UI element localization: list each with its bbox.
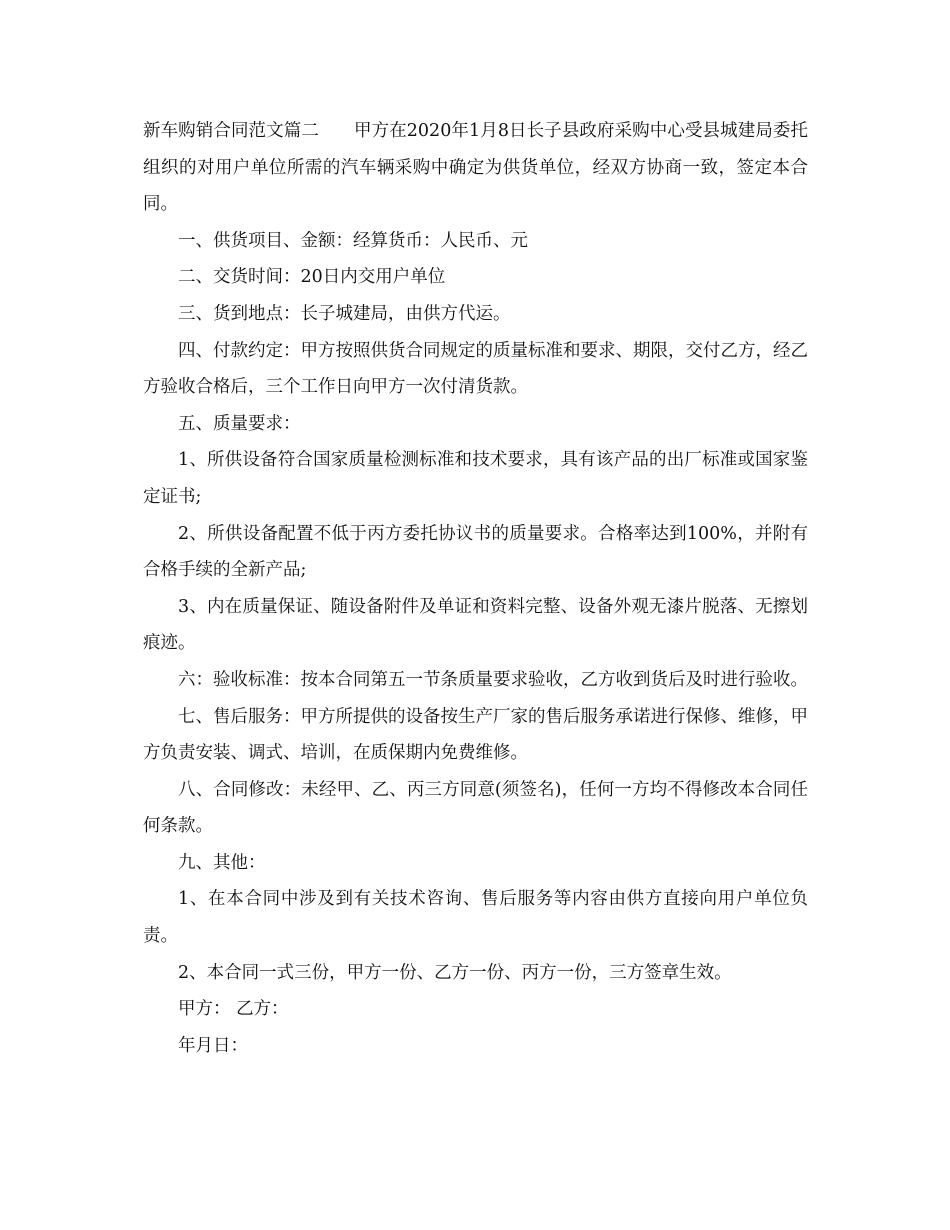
clause-modification: 八、合同修改：未经甲、乙、丙三方同意(须签名)，任何一方均不得修改本合同任何条款。 [143, 779, 808, 837]
quality-item-2: 2、所供设备配置不低于丙方委托协议书的质量要求。合格率达到100%，并附有合格手续的全新产品; [143, 523, 808, 581]
clause-other-heading: 九、其他： [178, 852, 266, 873]
other-item-2: 2、本合同一式三份，甲方一份、乙方一份、丙方一份，三方签章生效。 [178, 962, 732, 983]
quality-item-3: 3、内在质量保证、随设备附件及单证和资料完整、设备外观无漆片脱落、无擦划痕迹。 [143, 596, 808, 654]
clause-payment: 四、付款约定：甲方按照供货合同规定的质量标准和要求、期限，交付乙方，经乙方验收合格后，三个工作日向甲方一次付清货款。 [143, 340, 808, 398]
document-title: 新车购销合同范文篇二 [143, 121, 319, 141]
clause-quality-heading: 五、质量要求： [178, 413, 301, 434]
intro-paragraph [143, 113, 808, 223]
clause-delivery-time: 二、交货时间：20日内交用户单位 [178, 267, 446, 288]
document-body [143, 113, 808, 1064]
clause-supply-item: 一、供货项目、金额：经算货币：人民币、元 [178, 230, 528, 251]
clause-delivery-place: 三、货到地点：长子城建局，由供方代运。 [178, 303, 511, 324]
clause-acceptance: 六：验收标准：按本合同第五一节条质量要求验收，乙方收到货后及时进行验收。 [178, 669, 808, 690]
quality-item-1: 1、所供设备符合国家质量检测标准和技术要求，具有该产品的出厂标准或国家鉴定证书; [143, 450, 808, 507]
signature-parties: 甲方： 乙方： [178, 999, 289, 1020]
signature-date: 年月日： [178, 1035, 248, 1056]
clause-after-sales: 七、售后服务：甲方所提供的设备按生产厂家的售后服务承诺进行保修、维修，甲方负责安装、调式、培训，在质保期内免费维修。 [143, 706, 808, 764]
intro-text: 甲方在2020年1月8日长子县政府采购中心受县城建局委托组织的对用户单位所需的汽车辆采购中确定为供货单位，经双方协商一致，签定本合同。 [143, 121, 809, 215]
other-item-1: 1、在本合同中涉及到有关技术咨询、售后服务等内容由供方直接向用户单位负责。 [143, 889, 808, 947]
